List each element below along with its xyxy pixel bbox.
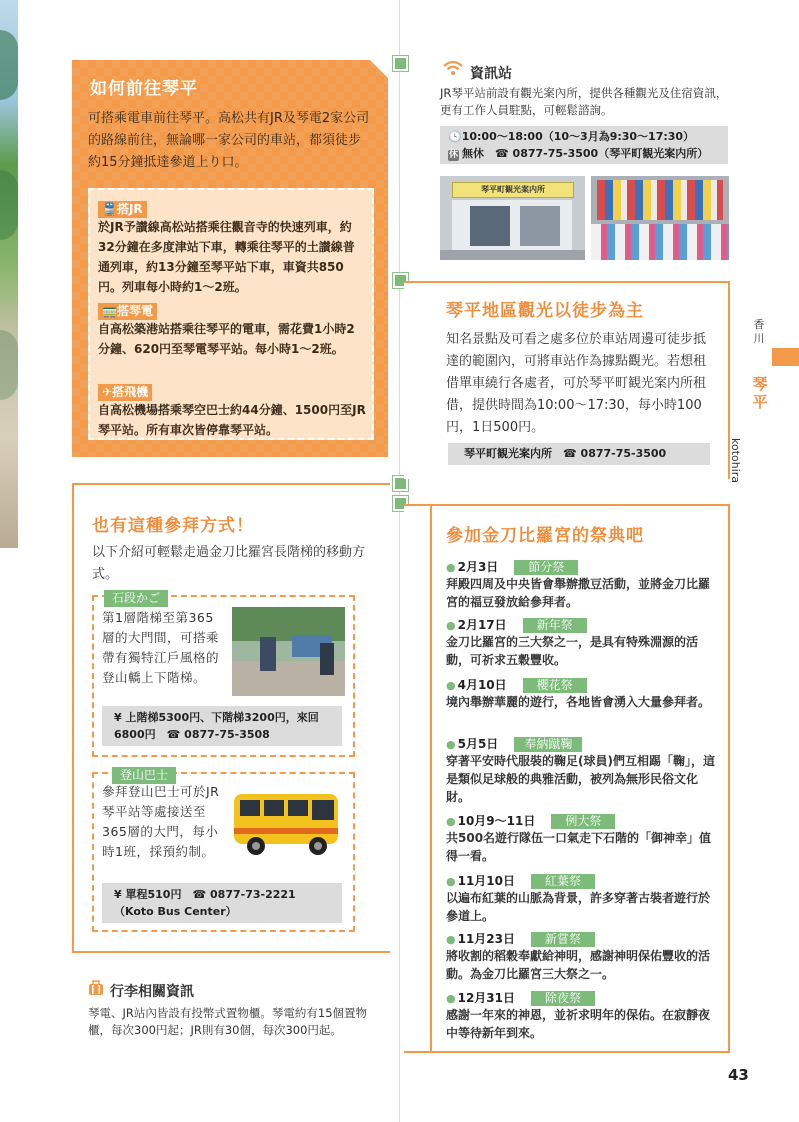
- festival-name-badge: 奉納蹴鞠: [514, 737, 582, 752]
- tram-icon: 🚃: [102, 304, 117, 318]
- plane-label: ✈搭飛機: [98, 381, 152, 401]
- kotoden-text: 自高松築港站搭乘往琴平的電車，需花費1小時2分鐘、620円至琴電琴平站。每小時1〜2班。: [98, 322, 355, 356]
- festival-desc: 以遍布紅葉的山脈為背景，許多穿著古裝者遊行於參道上。: [446, 891, 711, 923]
- walk-text: 知名景點及可看之處多位於車站周邊可徒步抵達的範圍內，可將車站作為據點觀光。若想租借單車繞行各處者，可於琴平町観光案内所租借，提供時間為10:00〜17:30，每小時100円，1日500円。: [446, 332, 707, 435]
- walk-contact-bar: [448, 443, 710, 465]
- kago-text: 第1層階梯至第365層的大門間，可搭乘帶有獨特江戶風格的登山轎上下階梯。: [102, 610, 220, 685]
- festival-item: [446, 733, 716, 806]
- page-number: 43: [728, 1066, 749, 1084]
- festival-date: 12月31日: [457, 991, 516, 1005]
- yen-icon: ¥: [114, 711, 122, 724]
- festival-item: [446, 928, 716, 983]
- bullet-icon: ●: [446, 619, 456, 632]
- festival-date: 2月3日: [457, 560, 499, 574]
- train-icon: 🚆: [102, 202, 117, 216]
- festival-date: 2月17日: [457, 618, 507, 632]
- festival-date: 4月10日: [457, 678, 507, 692]
- access-title: 如何前往琴平: [90, 79, 198, 99]
- bus-tel: 0877-73-2221: [210, 888, 296, 901]
- yen-icon: ¥: [114, 888, 122, 901]
- festival-title: 參加金刀比羅宮的祭典吧: [446, 526, 644, 546]
- info-rack-photo: [591, 176, 729, 260]
- bus-label: 登山巴士: [112, 764, 176, 784]
- jr-label: 🚆搭JR: [98, 198, 147, 218]
- festival-name-badge: 新年祭: [523, 618, 587, 633]
- info-holiday: 無休: [462, 147, 484, 160]
- festival-name-badge: 新嘗祭: [531, 932, 595, 947]
- corner-notch: [370, 60, 390, 80]
- phone-icon: ☎: [495, 147, 509, 160]
- bullet-icon: ●: [446, 992, 456, 1005]
- info-office-photo: [440, 176, 585, 260]
- festival-item: [446, 870, 716, 925]
- festival-item: [446, 556, 716, 611]
- festival-item: [446, 614, 716, 669]
- festival-item: [446, 810, 716, 865]
- festival-desc: 境內舉辦華麗的遊行，各地皆會湧入大量參拜者。: [446, 695, 711, 709]
- bus-info-bar: [102, 883, 342, 923]
- festival-desc: 感謝一年來的神恩，並祈求明年的保佑。在寂靜夜中等待新年到來。: [446, 1008, 711, 1040]
- other-ways-title: 也有這種參拜方式！: [92, 516, 254, 536]
- festival-date: 5月5日: [457, 737, 499, 751]
- plane-text: 自高松機場搭乘琴空巴士約44分鐘、1500円至JR琴平站。所有車次皆停靠琴平站。: [98, 403, 366, 437]
- phone-icon: ☎: [166, 728, 181, 741]
- other-ways-intro: 以下介紹可輕鬆走過金刀比羅宮長階梯的移動方式。: [92, 545, 366, 582]
- festival-desc: 金刀比羅宮的三大祭之一，是具有特殊淵源的活動，可祈求五穀豐收。: [446, 635, 699, 667]
- other-ways-top-rule: [72, 483, 390, 485]
- festival-desc: 穿著平安時代服裝的鞠足(球員)們互相踢「鞠」，這是類似足球般的典雅活動，被列為無形民俗文化財。: [446, 754, 715, 804]
- festival-desc: 拜殿四周及中央皆會舉辦撒豆活動，並將金刀比羅宮的福豆發放給參拜者。: [446, 577, 711, 609]
- festival-date: 11月23日: [457, 932, 516, 946]
- festival-name-badge: 櫻花祭: [523, 678, 587, 693]
- holiday-tag: 休: [448, 150, 458, 160]
- festival-name-badge: 紅葉祭: [531, 874, 595, 889]
- festival-desc: 共500名遊行隊伍一口氣走下石階的「御神幸」值得一看。: [446, 831, 712, 863]
- luggage-text: 琴電、JR站內皆設有投幣式置物櫃。琴電約有15個置物櫃，每次300円起；JR則有30個，每次300円起。: [88, 1006, 368, 1037]
- info-tel: 0877-75-3500（琴平町観光案内所）: [512, 147, 709, 160]
- kotoden-label: 🚃搭琴電: [98, 300, 157, 320]
- info-details: [440, 126, 728, 164]
- kago-photo: [232, 607, 345, 696]
- luggage-icon: [88, 980, 104, 996]
- side-city: 琴平: [752, 375, 768, 411]
- phone-icon: ☎: [563, 447, 577, 460]
- festival-name-badge: 節分祭: [514, 560, 578, 575]
- kago-label: 石段かご: [104, 587, 168, 607]
- festival-desc: 將收割的稻穀奉獻給神明，感謝神明保佑豐收的活動。為金刀比羅宮三大祭之一。: [446, 949, 711, 981]
- bus-center: （Koto Bus Center）: [114, 905, 237, 918]
- walk-bar-tel: 0877-75-3500: [580, 447, 667, 460]
- bullet-icon: ●: [446, 875, 456, 888]
- side-prefecture: 香川: [753, 318, 765, 345]
- walk-bar-name: 琴平町観光案内所: [464, 447, 552, 460]
- side-romaji: kotohira: [729, 438, 742, 484]
- festival-item: [446, 674, 716, 711]
- info-hours: 10:00〜18:00（10〜3月為9:30〜17:30）: [461, 130, 695, 143]
- walk-title: 琴平地區觀光以徒步為主: [446, 301, 644, 321]
- bus-text: 參拜登山巴士可於JR琴平站等處接送至365層的大門，每小時1班，採預約制。: [102, 784, 220, 859]
- bullet-icon: ●: [446, 561, 456, 574]
- festival-name-badge: 除夜祭: [531, 991, 595, 1006]
- phone-icon: ☎: [192, 888, 207, 901]
- bus-price: 單程510円: [125, 888, 182, 901]
- kago-price: 上階梯5300円、下階梯3200円，來回6800円: [114, 711, 319, 741]
- bullet-icon: ●: [446, 738, 456, 751]
- festival-date: 11月10日: [457, 874, 516, 888]
- jr-text: 於JR予讃線高松站搭乘往觀音寺的快速列車，約32分鐘在多度津站下車，轉乘往琴平的土讃線普通列車，約13分鐘至琴平站下車，車資共850円。列車每小時約1〜2班。: [98, 220, 355, 294]
- connector-node: [393, 56, 408, 71]
- info-title: 資訊站: [470, 66, 512, 82]
- bullet-icon: ●: [446, 815, 456, 828]
- festival-name-badge: 例大祭: [551, 814, 615, 829]
- luggage-title: 行李相關資訊: [110, 984, 194, 1000]
- center-divider: [399, 0, 400, 1122]
- office-sign: 琴平町観光案内所: [452, 182, 574, 198]
- plane-icon: ✈: [102, 385, 113, 399]
- wifi-icon: [442, 60, 464, 80]
- bullet-icon: ●: [446, 933, 456, 946]
- festival-left-rule: [430, 504, 432, 1053]
- access-intro: 可搭乘電車前往琴平。高松共有JR及琴電2家公司的路線前往，無論哪一家公司的車站，都須徒步約15分鐘抵達參道上り口。: [88, 111, 370, 170]
- side-color-bar: [772, 348, 799, 366]
- festival-date: 10月9〜11日: [457, 814, 536, 828]
- clock-icon: 🕓: [448, 130, 462, 143]
- bullet-icon: ●: [446, 679, 456, 692]
- kago-tel: 0877-75-3508: [184, 728, 270, 741]
- kago-info-bar: [102, 706, 342, 746]
- info-text: JR琴平站前設有觀光案內所，提供各種觀光及住宿資訊，更有工作人員駐點，可輕鬆諮詢。: [440, 86, 728, 117]
- festival-item: [446, 987, 716, 1042]
- left-photo-strip: [0, 0, 18, 548]
- bus-photo: [230, 786, 346, 862]
